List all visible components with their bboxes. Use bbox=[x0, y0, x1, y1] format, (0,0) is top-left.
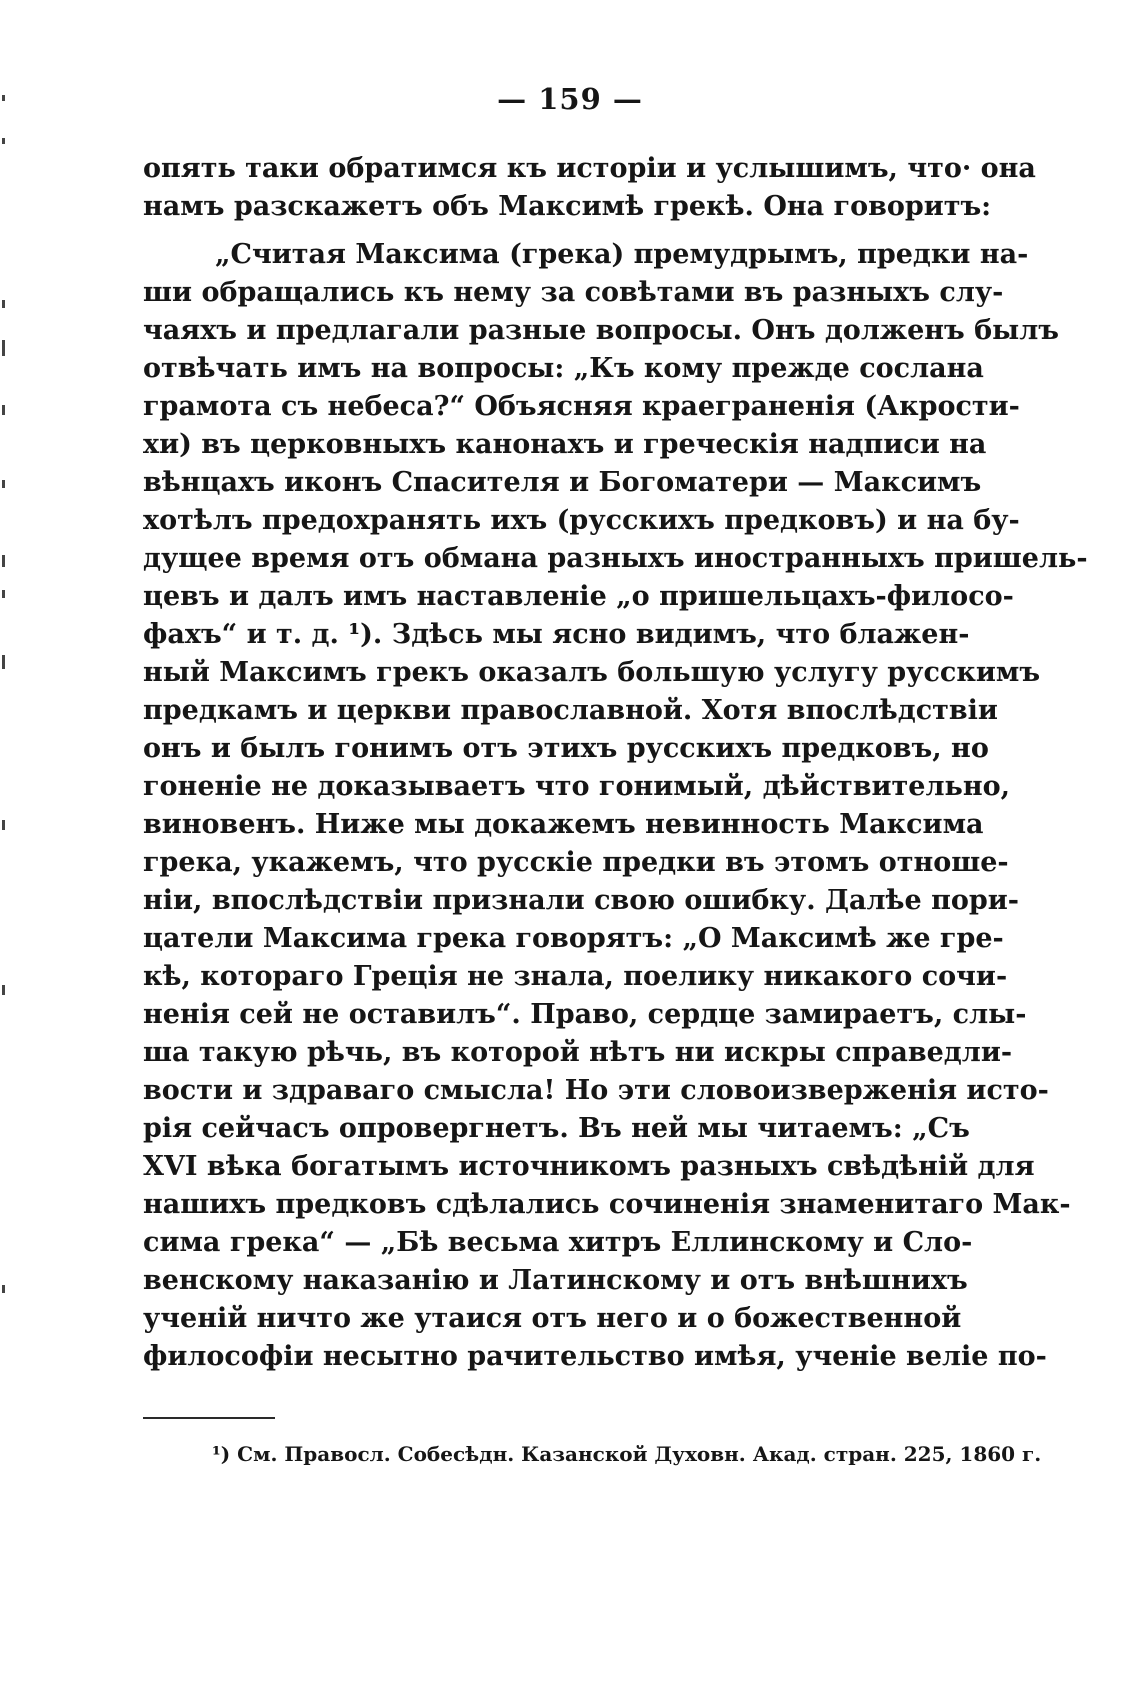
scan-speck bbox=[2, 300, 5, 308]
text-line: дущее время отъ обмана разныхъ иностранныхъ пришель- bbox=[143, 543, 1088, 574]
footnote: ¹) См. Правосл. Собесѣдн. Казанской Духовн. Акад. стран. 225, 1860 г. bbox=[212, 1442, 1042, 1466]
text-line: чаяхъ и предлагали разные вопросы. Онъ долженъ былъ bbox=[143, 315, 1059, 346]
text-line: венскому наказанію и Латинскому и отъ внѣшнихъ bbox=[143, 1265, 968, 1296]
scan-speck bbox=[2, 405, 5, 415]
scan-speck bbox=[2, 340, 5, 356]
text-line: нашихъ предковъ сдѣлались сочиненія знаменитаго Мак- bbox=[143, 1189, 1071, 1220]
scan-margin-marks bbox=[0, 0, 20, 1686]
scan-speck bbox=[2, 1285, 5, 1293]
scan-speck bbox=[2, 480, 5, 488]
text-line: ши обращались къ нему за совѣтами въ разныхъ слу- bbox=[143, 277, 1004, 308]
text-line: сима грека“ — „Бѣ весьма хитръ Еллинскому и Сло- bbox=[143, 1227, 973, 1258]
scan-speck bbox=[2, 985, 5, 995]
page-number: — 159 — bbox=[497, 82, 643, 116]
scan-speck bbox=[2, 655, 5, 669]
text-line: отвѣчать имъ на вопросы: „Къ кому прежде сослана bbox=[143, 353, 984, 384]
text-line: хотѣлъ предохранять ихъ (русскихъ предковъ) и на бу- bbox=[143, 505, 1020, 536]
text-line: гоненіе не доказываетъ что гонимый, дѣйствительно, bbox=[143, 771, 1010, 802]
text-line: философіи несытно рачительство имѣя, ученіе веліе по- bbox=[143, 1341, 1047, 1372]
text-line: рія сейчасъ опровергнетъ. Въ ней мы читаемъ: „Съ bbox=[143, 1113, 970, 1144]
text-line: вости и здраваго смысла! Но эти словоизверженія исто- bbox=[143, 1075, 1049, 1106]
text-line: вѣнцахъ иконъ Спасителя и Богоматери — Максимъ bbox=[143, 467, 982, 498]
scan-speck bbox=[2, 555, 5, 567]
text-line: ненія сей не оставилъ“. Право, сердце замираетъ, слы- bbox=[143, 999, 1027, 1030]
text-line: опять таки обратимся къ исторіи и услышимъ, что· она bbox=[143, 153, 1036, 184]
paragraph-start-line: „Считая Максима (грека) премудрымъ, предки на- bbox=[215, 239, 1029, 270]
text-line: ученій ничто же утаися отъ него и о божественной bbox=[143, 1303, 962, 1334]
text-line: виновенъ. Ниже мы докажемъ невинность Максима bbox=[143, 809, 984, 840]
scan-speck bbox=[2, 138, 5, 144]
scan-speck bbox=[2, 820, 5, 830]
text-line: ный Максимъ грекъ оказалъ большую услугу русскимъ bbox=[143, 657, 1041, 688]
text-line: намъ разскажетъ объ Максимѣ грекѣ. Она говоритъ: bbox=[143, 191, 992, 222]
text-line: XVI вѣка богатымъ источникомъ разныхъ свѣдѣній для bbox=[143, 1151, 1035, 1182]
text-line: онъ и былъ гонимъ отъ этихъ русскихъ предковъ, но bbox=[143, 733, 989, 764]
text-line: ша такую рѣчь, въ которой нѣтъ ни искры справедли- bbox=[143, 1037, 1013, 1068]
text-line: цевъ и далъ имъ наставленіе „о пришельцахъ-филосо- bbox=[143, 581, 1014, 612]
text-line: грамота съ небеса?“ Объясняя краеграненія (Акрости- bbox=[143, 391, 1020, 422]
text-line: кѣ, котораго Греція не знала, поелику никакого сочи- bbox=[143, 961, 1008, 992]
text-line: цатели Максима грека говорятъ: „О Максимѣ же гре- bbox=[143, 923, 1004, 954]
footnote-divider bbox=[143, 1417, 275, 1419]
text-line: предкамъ и церкви православной. Хотя впослѣдствіи bbox=[143, 695, 998, 726]
body-text bbox=[143, 150, 1088, 1376]
text-line: ніи, впослѣдствіи признали свою ошибку. Далѣе пори- bbox=[143, 885, 1019, 916]
text-line: фахъ“ и т. д. ¹). Здѣсь мы ясно видимъ, что блажен- bbox=[143, 619, 970, 650]
text-line: хи) въ церковныхъ канонахъ и греческія надписи на bbox=[143, 429, 987, 460]
scan-speck bbox=[2, 590, 5, 598]
text-line: грека, укажемъ, что русскіе предки въ этомъ отноше- bbox=[143, 847, 1009, 878]
